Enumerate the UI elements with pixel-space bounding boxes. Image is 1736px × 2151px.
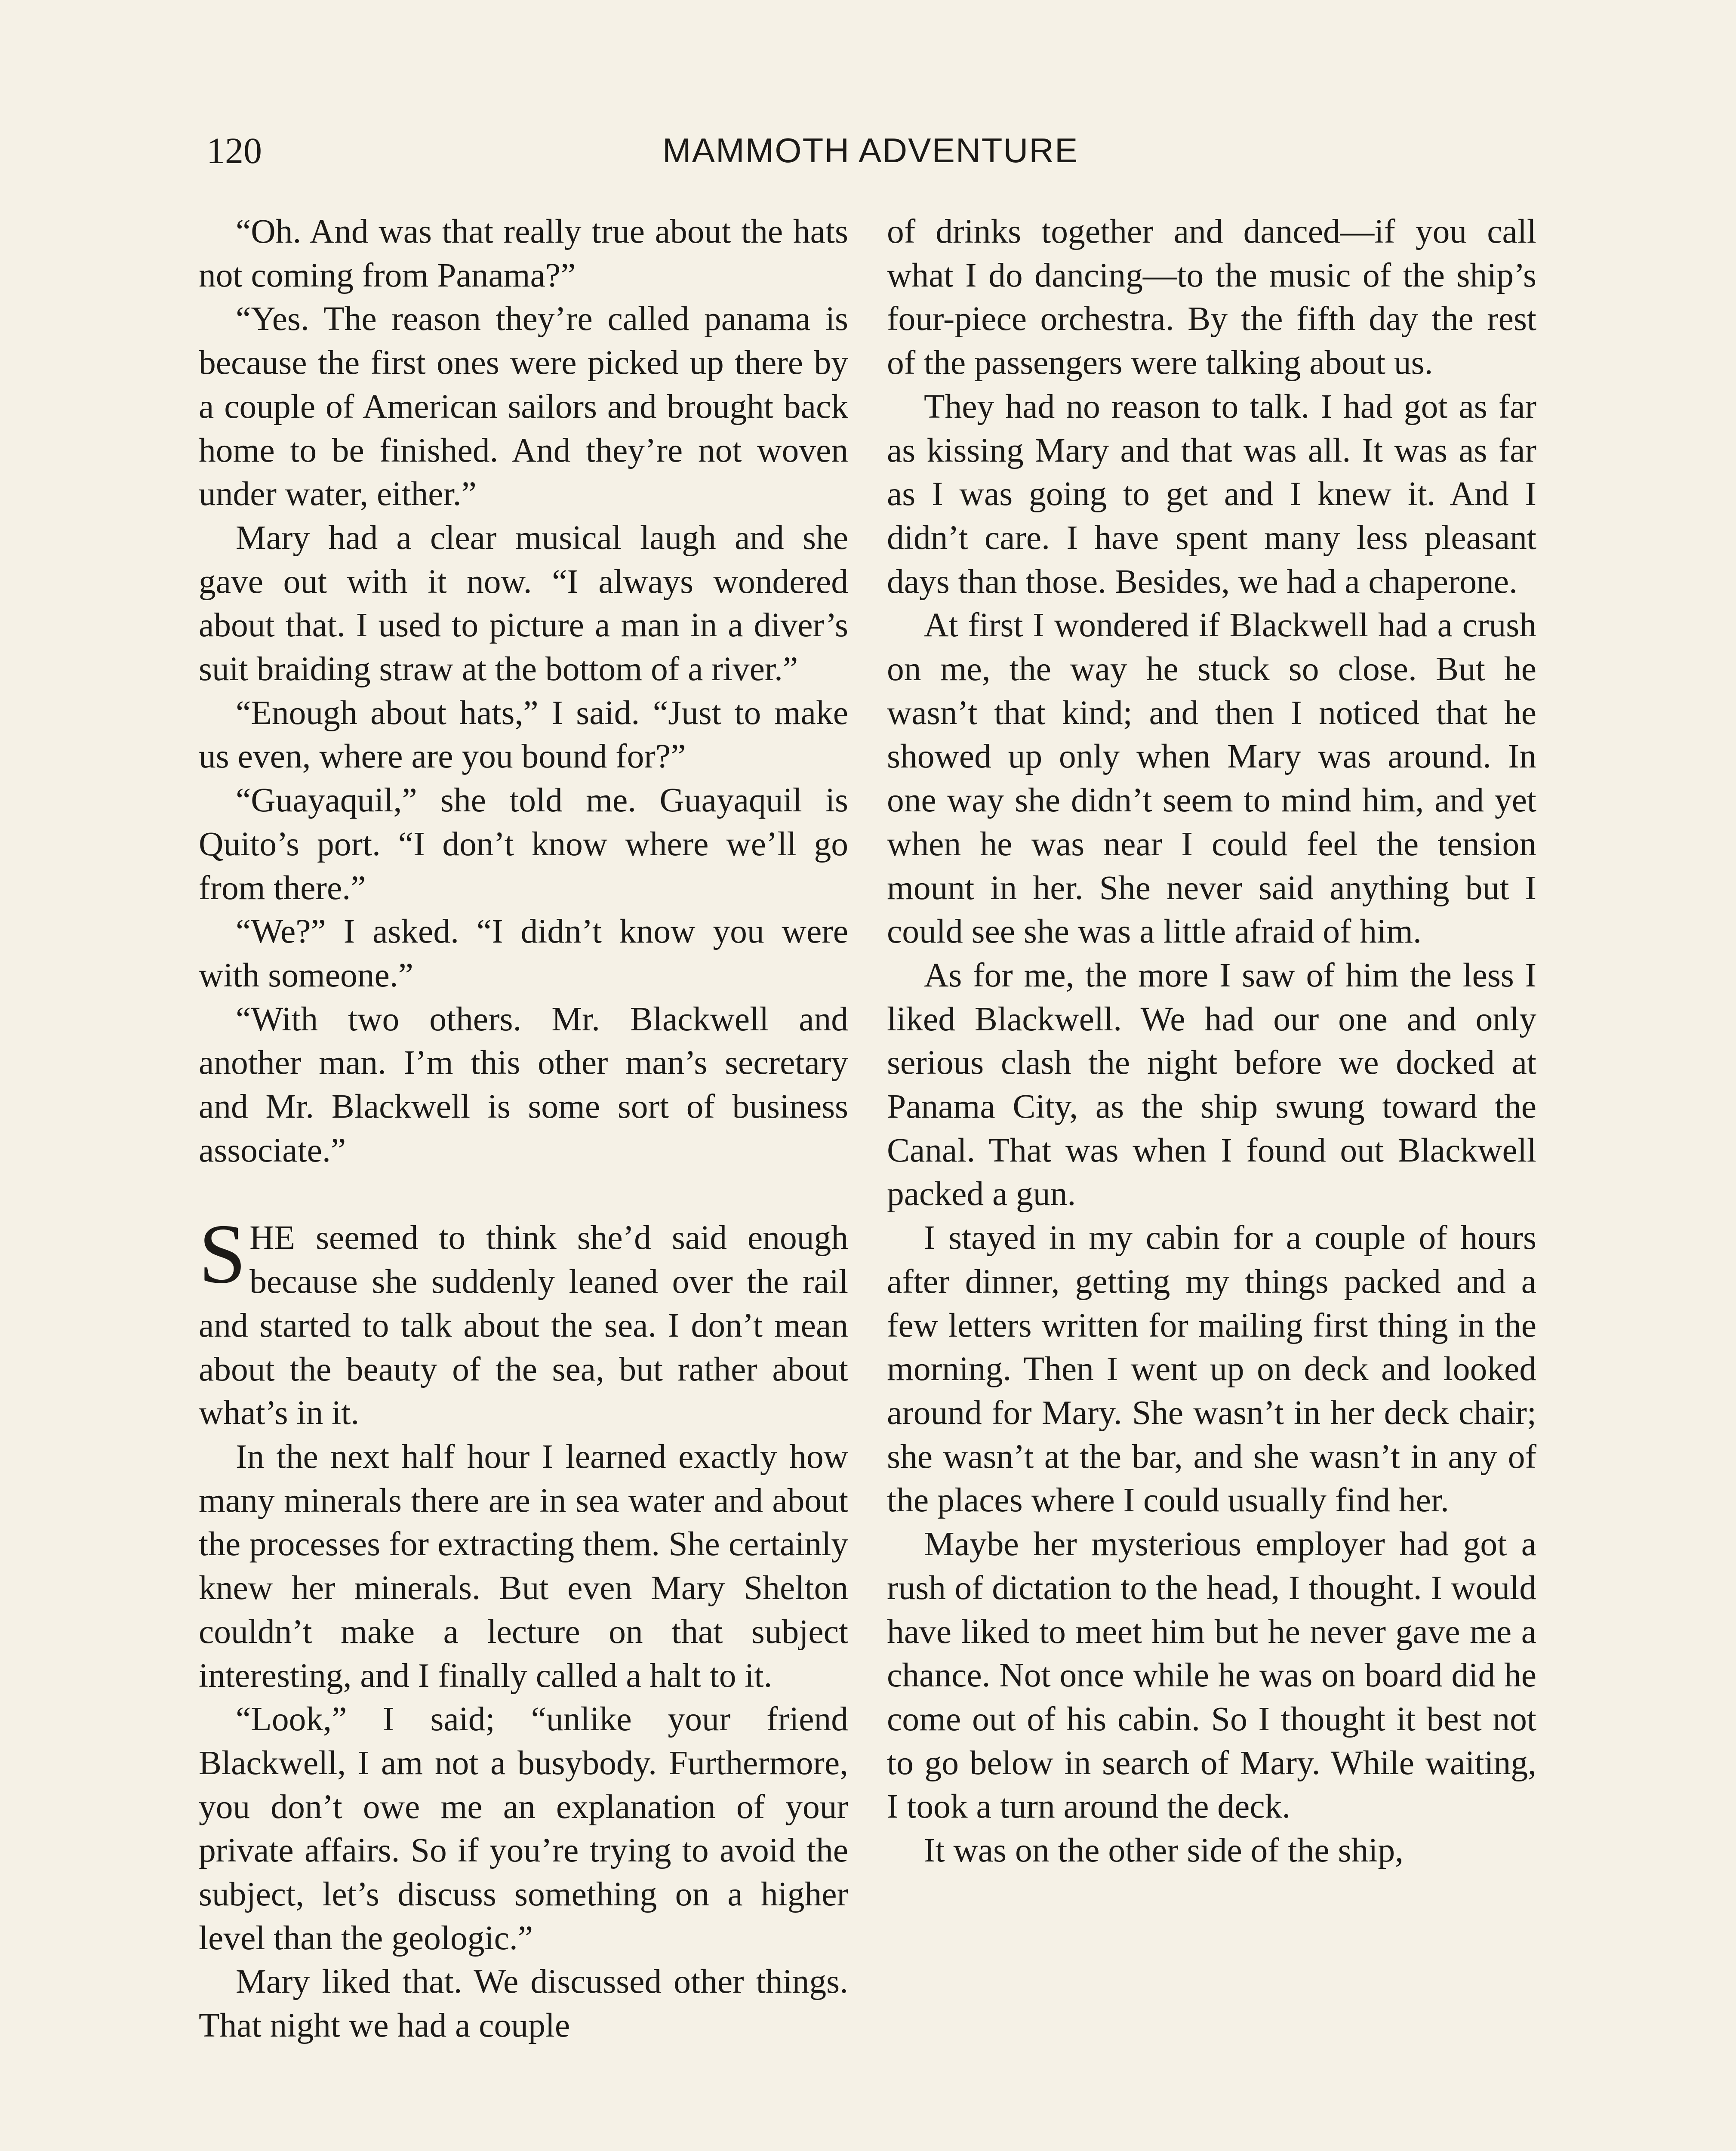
paragraph: “Yes. The reason they’re called panama is because the first ones were picked up there by a couple of American sailors and brought back home to be finished. And they’re not woven under water, either.”: [199, 300, 848, 513]
paragraph-text: HE seemed to think she’d said enough because she suddenly leaned over the rail and started to talk about the sea. I don’t mean about the beauty of the sea, but rather about what’s in it.: [199, 1219, 848, 1432]
paragraph: “Look,” I said; “unlike your friend Blackwell, I am not a busybody. Furthermore, you don’t owe me an explanation of your private affairs. So if you’re trying to avoid the subject, let’s discuss something on a higher level than the geologic.”: [199, 1700, 848, 1957]
paragraph: Mary had a clear musical laugh and she gave out with it now. “I always wondered about that. I used to picture a man in a diver’s suit braiding straw at the bottom of a river.”: [199, 518, 848, 688]
paragraph: “We?” I asked. “I didn’t know you were with someone.”: [199, 912, 848, 994]
paragraph: Mary liked that. We discussed other things. That night we had a couple: [199, 1963, 848, 2045]
paragraph-continued: of drinks together and danced—if you call what I do dancing—to the music of the ship’s four-piece orchestra. By the fifth day the rest of the passengers were talking about us.: [887, 213, 1536, 382]
dropcap-paragraph: [199, 1207, 848, 1435]
paragraph: “Oh. And was that really true about the hats not coming from Panama?”: [199, 213, 848, 294]
paragraph: As for me, the more I saw of him the less I liked Blackwell. We had our one and only serious clash the night before we docked at Panama City, as the ship swung toward the Canal. That was when I found out Blackwell packed a gun.: [887, 956, 1536, 1213]
paragraph: Maybe her mysterious employer had got a rush of dictation to the head, I thought. I would have liked to meet him but he never gave me a chance. Not once while he was on board did he come out of his cabin. So I thought it best not to go below in search of Mary. While waiting, I took a turn around the deck.: [887, 1525, 1536, 1826]
page-header: [0, 125, 1736, 176]
paragraph: I stayed in my cabin for a couple of hours after dinner, getting my things packed and a few letters written for mailing first thing in the morning. Then I went up on deck and looked around for Mary. She wasn’t in her deck chair; she wasn’t at the bar, and she wasn’t in any of the places where I could usually find her.: [887, 1219, 1536, 1519]
left-column: [199, 210, 848, 2048]
paragraph: At first I wondered if Blackwell had a crush on me, the way he stuck so close. But he wasn’t that kind; and then I noticed that he showed up only when Mary was around. In one way she didn’t seem to mind him, and yet when he was near I could feel the tension mount in her. She never said anything but I could see she was a little afraid of him.: [887, 606, 1536, 951]
running-head: MAMMOTH ADVENTURE: [662, 131, 1079, 169]
paragraph: “Guayaquil,” she told me. Guayaquil is Quito’s port. “I don’t know where we’ll go from there.”: [199, 781, 848, 907]
paragraph: “With two others. Mr. Blackwell and another man. I’m this other man’s secretary and Mr. Blackwell is some sort of business associate.”: [199, 1000, 848, 1169]
drop-cap: S: [199, 1207, 246, 1301]
section-break: [199, 1172, 848, 1216]
paragraph: It was on the other side of the ship,: [924, 1831, 1404, 1870]
paragraph: They had no reason to talk. I had got as far as kissing Mary and that was all. It was as far as I was going to get and I knew it. And I didn’t care. I have spent many less pleasant days than those. Besides, we had a chaperone.: [887, 387, 1536, 601]
page-number: 120: [206, 130, 262, 171]
right-column: [887, 210, 1536, 1873]
paragraph: In the next half hour I learned exactly how many minerals there are in sea water and about the processes for extracting them. She certainly knew her minerals. But even Mary Shelton couldn’t make a lecture on that subject interesting, and I finally called a halt to it.: [199, 1437, 848, 1695]
paragraph: “Enough about hats,” I said. “Just to make us even, where are you bound for?”: [199, 693, 848, 776]
